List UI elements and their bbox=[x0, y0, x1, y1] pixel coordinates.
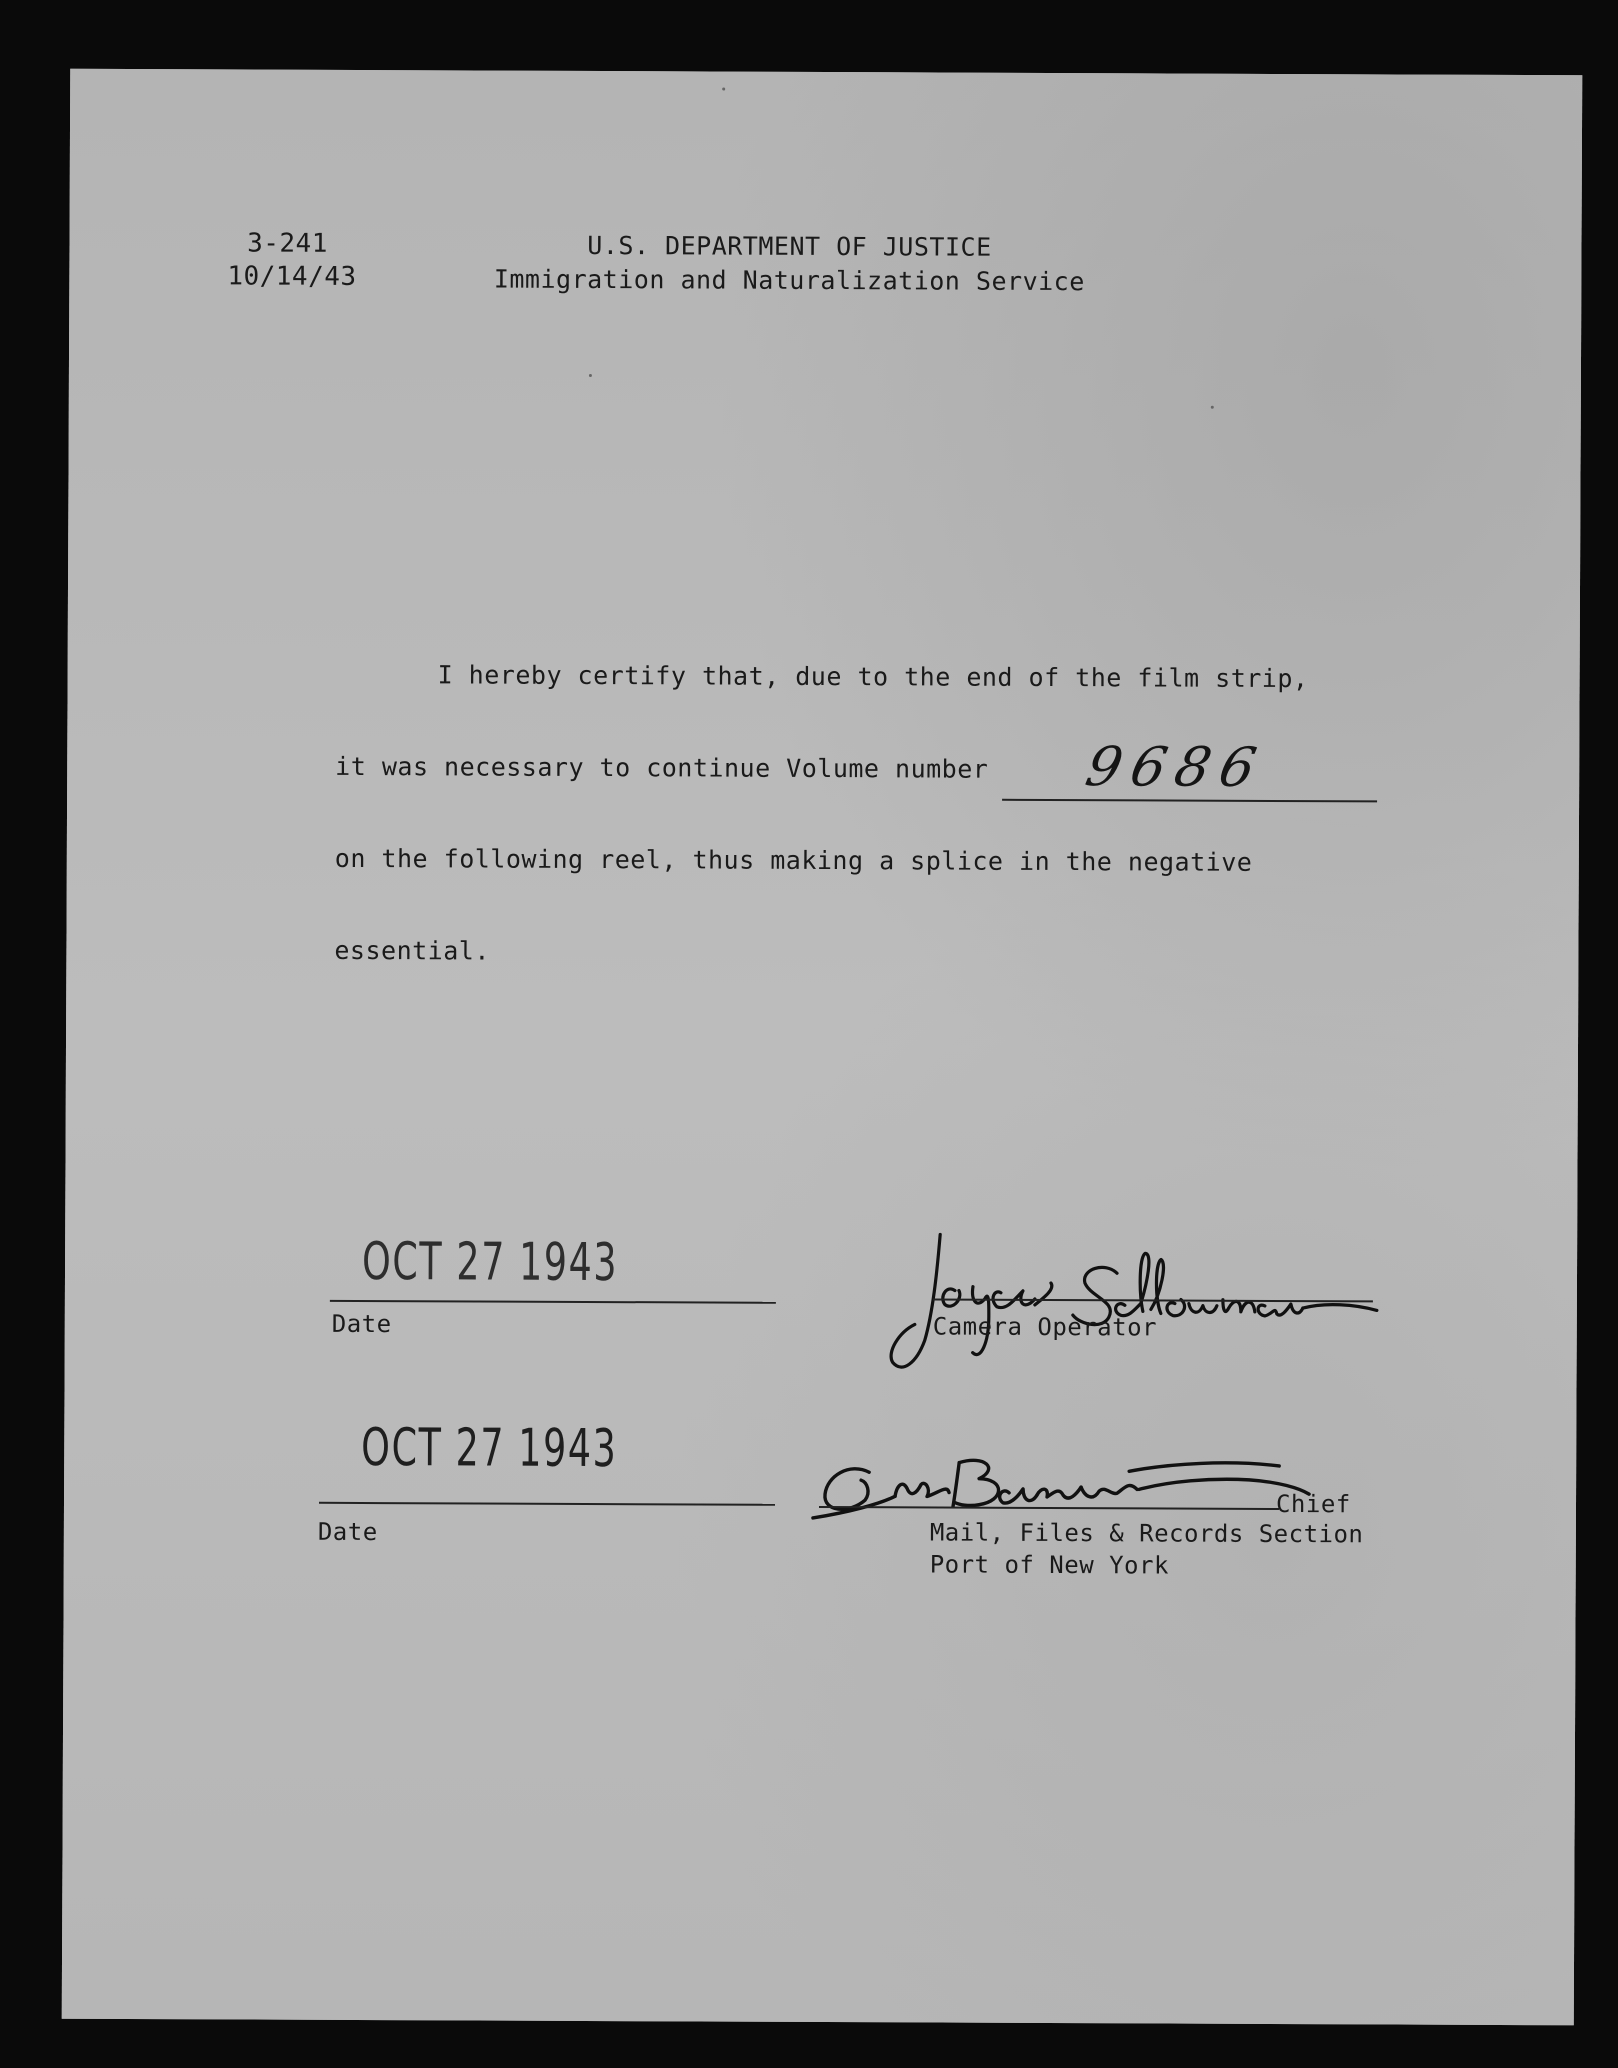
service-name: Immigration and Naturalization Service bbox=[493, 264, 1085, 297]
certification-line-2: it was necessary to continue Volume number bbox=[335, 751, 989, 784]
form-date: 10/14/43 bbox=[227, 261, 357, 292]
department-name: U.S. DEPARTMENT OF JUSTICE bbox=[587, 230, 992, 262]
date-underline-operator bbox=[330, 1300, 776, 1304]
date-label-operator: Date bbox=[331, 1309, 392, 1339]
volume-number-underline bbox=[1002, 799, 1377, 803]
chief-title: Chief bbox=[1275, 1489, 1351, 1519]
date-stamp-chief: OCT 27 1943 bbox=[361, 1417, 618, 1480]
camera-operator-title: Camera Operator bbox=[932, 1312, 1158, 1342]
letterhead bbox=[469, 228, 1109, 299]
document-page bbox=[62, 69, 1582, 2026]
form-identifier bbox=[227, 227, 357, 294]
port-name: Port of New York bbox=[929, 1550, 1169, 1580]
certification-line-4: essential. bbox=[334, 935, 490, 966]
section-name: Mail, Files & Records Section bbox=[929, 1518, 1364, 1549]
scan-speck bbox=[589, 374, 592, 377]
chief-signature bbox=[809, 1422, 1349, 1534]
date-label-chief: Date bbox=[317, 1517, 378, 1547]
date-stamp-operator: OCT 27 1943 bbox=[361, 1231, 619, 1294]
form-number: 3-241 bbox=[247, 228, 328, 259]
volume-number-handwritten: 9686 bbox=[1080, 735, 1272, 799]
scan-speck bbox=[1211, 406, 1214, 409]
scan-speck bbox=[722, 88, 725, 91]
certification-line-3: on the following reel, thus making a splice in the negative bbox=[334, 843, 1253, 877]
certification-line-1: I hereby certify that, due to the end of the film strip, bbox=[437, 660, 1309, 694]
date-underline-chief bbox=[319, 1502, 775, 1506]
